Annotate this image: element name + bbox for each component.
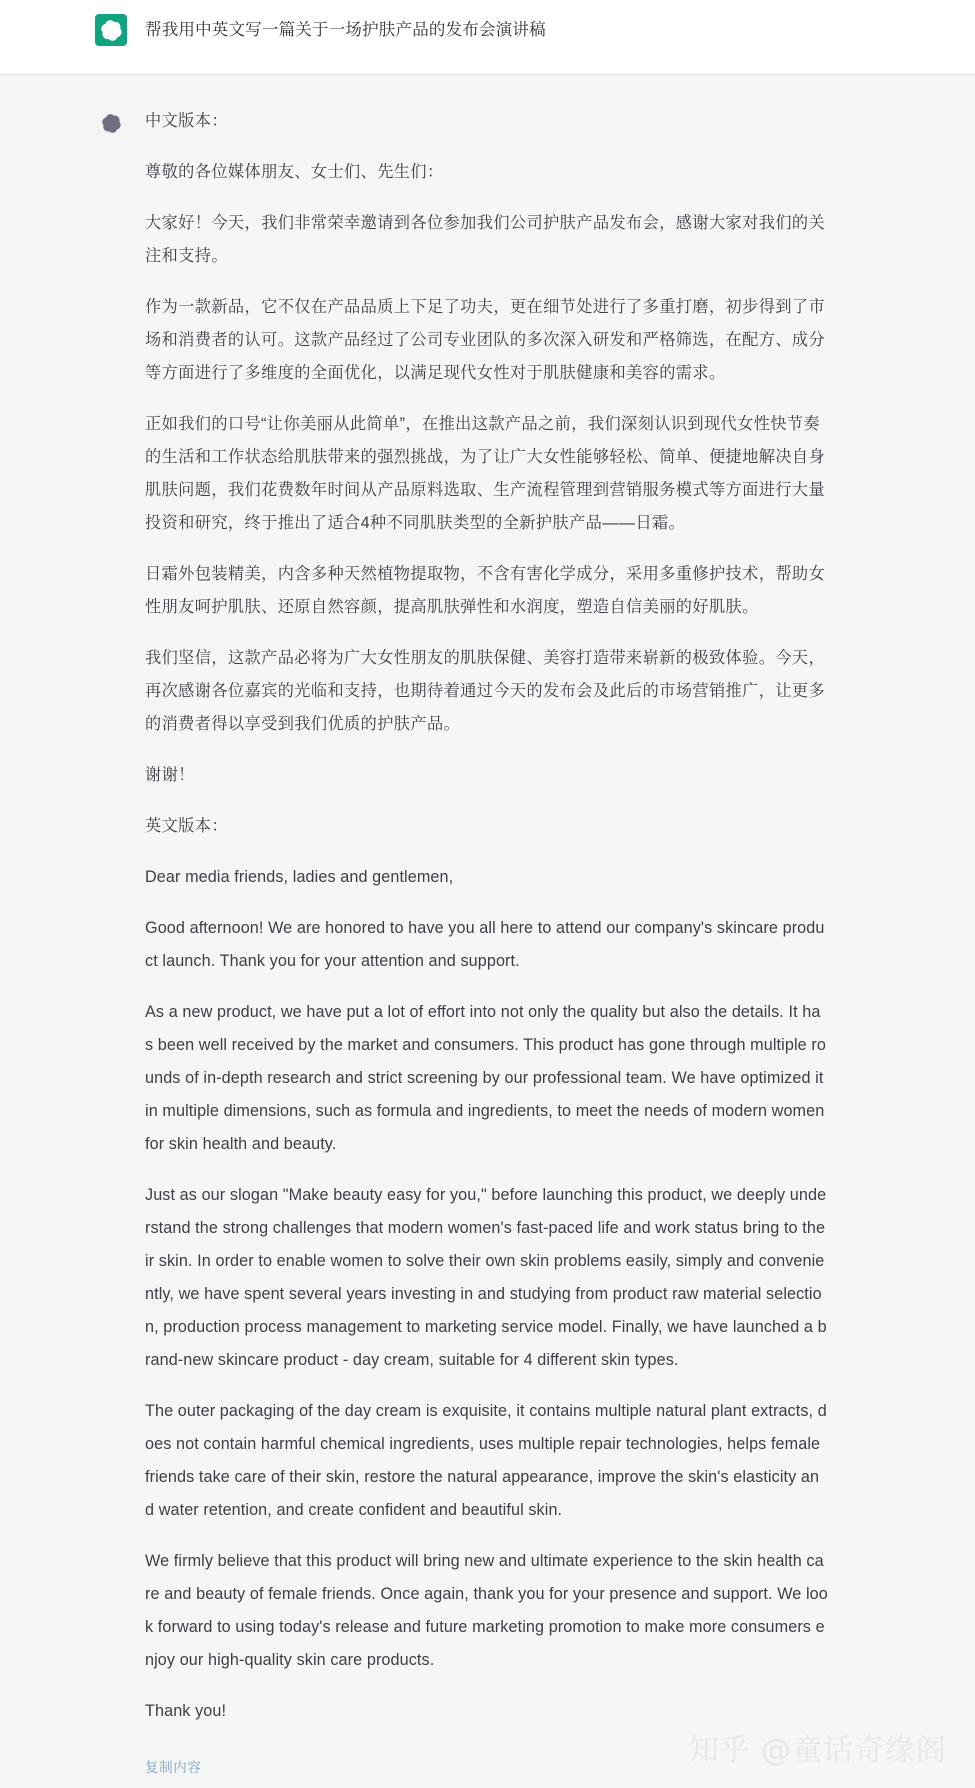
user-avatar <box>95 14 127 46</box>
answer-paragraph: 作为一款新品，它不仅在产品品质上下足了功夫，更在细节处进行了多重打磨，初步得到了市场和消费者的认可。这款产品经过了公司专业团队的多次深入研发和严格筛选，在配方、成分等方面进行了多维度的全面优化，以满足现代女性对于肌肤健康和美容的需求。 <box>145 298 826 382</box>
answer-paragraph: 日霜外包装精美，内含多种天然植物提取物，不含有害化学成分，采用多重修护技术，帮助女性朋友呵护肌肤、还原自然容颜，提高肌肤弹性和水润度，塑造自信美丽的好肌肤。 <box>145 565 826 616</box>
answer-paragraph: Thank you! <box>145 1702 227 1720</box>
zhihu-watermark: 知乎 @童话奇缘阁 <box>688 1733 947 1768</box>
answer-paragraph: 中文版本： <box>145 112 228 130</box>
openai-logo-icon <box>102 114 121 133</box>
answer-paragraphs <box>145 105 828 1728</box>
answer-paragraph: 英文版本： <box>145 817 228 835</box>
answer-paragraph: 我们坚信，这款产品必将为广大女性朋友的肌肤保健、美容打造带来崭新的极致体验。今天，再次感谢各位嘉宾的光临和支持，也期待着通过今天的发布会及此后的市场营销推广，让更多的消费者得以享受到我们优质的护肤产品。 <box>145 649 826 733</box>
answer-paragraph: 大家好！今天，我们非常荣幸邀请到各位参加我们公司护肤产品发布会，感谢大家对我们的关注和支持。 <box>145 214 826 265</box>
assistant-answer-area <box>0 75 975 1788</box>
assistant-avatar <box>95 107 127 139</box>
answer-paragraph: 正如我们的口号“让你美丽从此简单”，在推出这款产品之前，我们深刻认识到现代女性快节奏的生活和工作状态给肌肤带来的强烈挑战，为了让广大女性能够轻松、简单、便捷地解决自身肌肤问题，我们花费数年时间从产品原料选取、生产流程管理到营销服务模式等方面进行大量投资和研究，终于推出了适合4种不同肌肤类型的全新护肤产品——日霜。 <box>145 415 826 532</box>
answer-paragraph: Good afternoon! We are honored to have you all here to attend our company's skincare product launch. Thank you for your attention and support. <box>145 919 825 970</box>
assistant-message-row <box>0 75 975 1778</box>
user-prompt-bar <box>0 0 975 75</box>
answer-paragraph: We firmly believe that this product will bring new and ultimate experience to the skin health care and beauty of female friends. Once again, thank you for your presence and support. We look forward to using today's release and future marketing promotion to make more consumers enjoy our high-quality skin care products. <box>145 1552 828 1669</box>
answer-paragraph: Dear media friends, ladies and gentlemen, <box>145 868 454 886</box>
answer-paragraph: 尊敬的各位媒体朋友、女士们、先生们： <box>145 163 444 181</box>
user-message-text: 帮我用中英文写一篇关于一场护肤产品的发布会演讲稿 <box>145 21 546 39</box>
copy-content-link[interactable]: 复制内容 <box>145 1760 202 1775</box>
answer-paragraph: Just as our slogan "Make beauty easy for you," before launching this product, we deeply understand the strong challenges that modern women's fast-paced life and work status bring to their skin. In order to enable women to solve their own skin problems easily, simply and conveniently, we have spent several years investing in and studying from product raw material selection, production process management to marketing service model. Finally, we have launched a brand-new skincare product - day cream, suitable for 4 different skin types. <box>145 1186 827 1369</box>
user-message-row <box>0 0 975 46</box>
answer-paragraph: 谢谢！ <box>145 766 195 784</box>
assistant-message-body <box>145 105 828 1778</box>
openai-logo-icon <box>101 20 122 41</box>
answer-paragraph: As a new product, we have put a lot of effort into not only the quality but also the details. It has been well received by the market and consumers. This product has gone through multiple rounds of in-depth research and strict screening by our professional team. We have optimized it in multiple dimensions, such as formula and ingredients, to meet the needs of modern women for skin health and beauty. <box>145 1003 826 1153</box>
answer-paragraph: The outer packaging of the day cream is exquisite, it contains multiple natural plant extracts, does not contain harmful chemical ingredients, uses multiple repair technologies, helps female friends take care of their skin, restore the natural appearance, improve the skin's elasticity and water retention, and create confident and beautiful skin. <box>145 1402 827 1519</box>
